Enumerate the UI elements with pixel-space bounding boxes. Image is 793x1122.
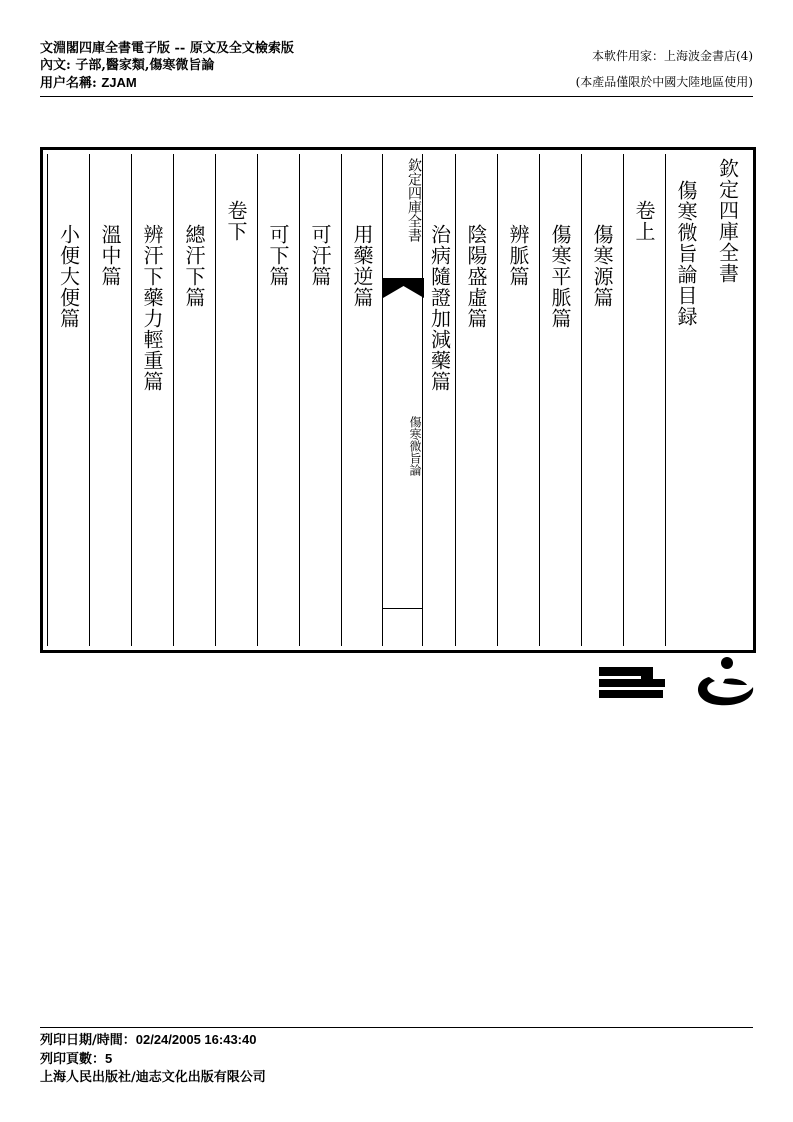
- print-datetime-label: 列印日期/時間：: [40, 1033, 136, 1048]
- header-content-path: 內文: 子部,醫家類,傷寒微旨論: [40, 58, 215, 73]
- column-l3: [257, 154, 298, 646]
- publisher-logo: [597, 655, 757, 713]
- header-region-note: (本產品僅限於中國大陸地區使用): [575, 75, 753, 89]
- column-l5: [173, 154, 214, 646]
- footer: [40, 1031, 266, 1087]
- column-r3: [623, 154, 664, 646]
- column-r8: [423, 154, 456, 646]
- column-l2: [299, 154, 340, 646]
- column-text: 可下篇: [266, 224, 290, 287]
- column-text: 卷上: [632, 200, 656, 242]
- column-l8: [47, 154, 89, 646]
- column-r5: [539, 154, 580, 646]
- column-l4: [215, 154, 256, 646]
- header-left: [40, 40, 294, 92]
- column-l6: [131, 154, 172, 646]
- column-text: 卷下: [224, 200, 248, 242]
- header-licensee: 本軟件用家：上海波金書店(4): [592, 49, 753, 63]
- column-text: 可汗篇: [308, 224, 332, 287]
- column-text: 小便大便篇: [56, 224, 81, 329]
- center-rule: [383, 608, 422, 609]
- username-value: ZJAM: [101, 75, 137, 90]
- center-book-title: 傷寒微旨論: [408, 416, 422, 476]
- stripes-logo-icon: [599, 667, 665, 698]
- header-right: [576, 43, 753, 95]
- center-collection-title: 欽定四庫全書: [406, 158, 422, 242]
- column-r2: [665, 154, 706, 646]
- column-text: 傷寒微旨論目録: [674, 180, 698, 327]
- column-r6: [497, 154, 538, 646]
- book-page-frame: [40, 147, 756, 653]
- brush-logo-icon: [698, 657, 753, 705]
- column-r1: [707, 154, 748, 646]
- center-fold-column: [382, 154, 423, 646]
- print-page-count-label: 列印頁數：: [40, 1052, 106, 1067]
- column-text: 陰陽盛虛篇: [464, 224, 488, 329]
- print-page-count: [40, 1050, 266, 1069]
- column-text: 傷寒源篇: [590, 224, 614, 308]
- publisher-line: 上海人民出版社/迪志文化出版有限公司: [40, 1070, 266, 1085]
- header-username: [40, 74, 294, 92]
- print-datetime: [40, 1031, 266, 1050]
- column-text: 傷寒平脈篇: [548, 224, 572, 329]
- header-title: 文淵閣四庫全書電子版 -- 原文及全文檢索版: [40, 41, 294, 56]
- fish-tail-icon: [383, 278, 424, 306]
- header-rule: [40, 96, 753, 97]
- column-text: 用藥逆篇: [350, 224, 374, 308]
- footer-rule: [40, 1027, 753, 1028]
- column-r7: [455, 154, 496, 646]
- column-text: 辨汗下藥力輕重篇: [140, 224, 164, 392]
- column-text: 總汗下篇: [182, 224, 206, 308]
- print-page-count-value: 5: [105, 1051, 113, 1066]
- column-r4: [581, 154, 622, 646]
- column-text: 治病隨證加減藥篇: [427, 224, 452, 392]
- column-text: 溫中篇: [98, 224, 122, 287]
- column-text: 辨脈篇: [506, 224, 530, 287]
- print-datetime-value: 02/24/2005 16:43:40: [135, 1032, 257, 1047]
- username-label: 用户名稱:: [40, 76, 102, 91]
- column-l1: [341, 154, 382, 646]
- column-text: 欽定四庫全書: [715, 158, 740, 284]
- column-l7: [89, 154, 130, 646]
